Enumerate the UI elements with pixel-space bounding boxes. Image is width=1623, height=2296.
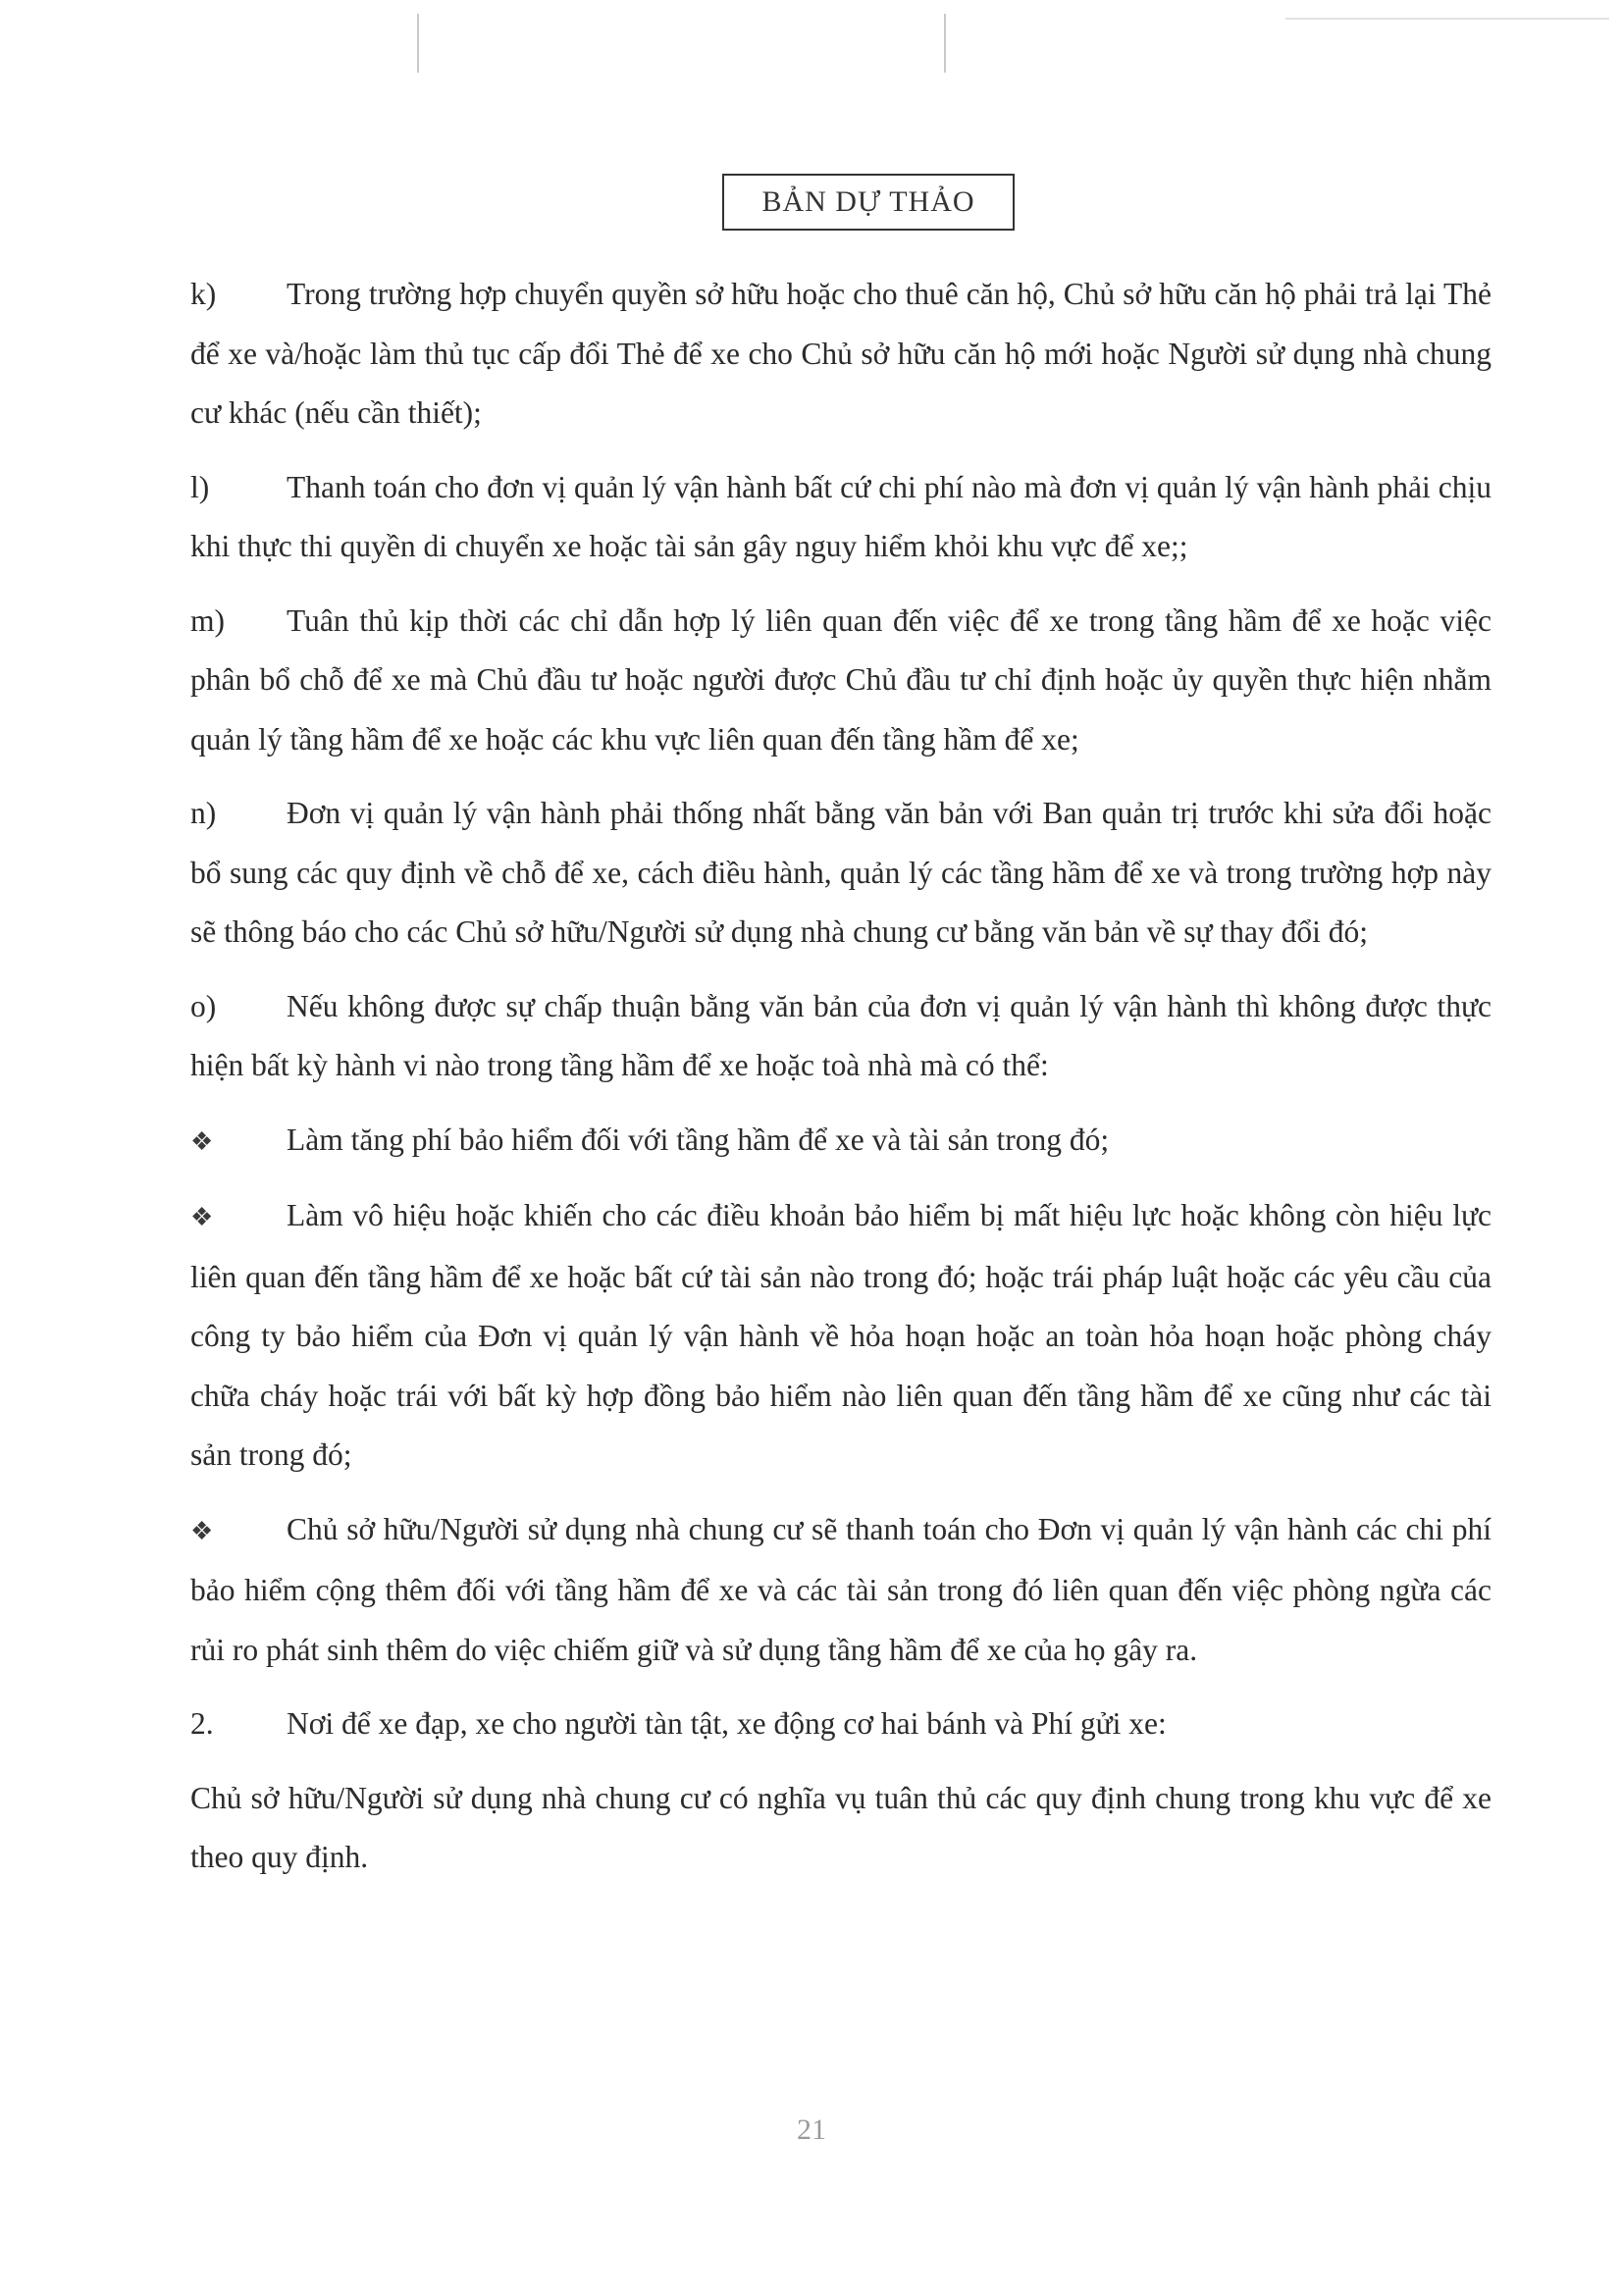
clause-text: Nếu không được sự chấp thuận bằng văn bản của đơn vị quản lý vận hành thì không được thực hiện bất kỳ hành vi nào trong tầng hầm để xe hoặc toà nhà mà có thể:: [190, 988, 1492, 1082]
section-heading-text: Nơi để xe đạp, xe cho người tàn tật, xe động cơ hai bánh và Phí gửi xe:: [287, 1706, 1167, 1741]
clause-label: k): [190, 277, 217, 311]
bullet-text: Làm vô hiệu hoặc khiến cho các điều khoản bảo hiểm bị mất hiệu lực hoặc không còn hiệu lực liên quan đến tầng hầm để xe hoặc bất cứ tài sản nào trong đó; hoặc trái pháp luật hoặc các yêu cầu của công ty bảo hiểm của Đơn vị quản lý vận hành về hỏa hoạn hoặc an toàn hỏa hoạn hoặc phòng cháy chữa cháy hoặc trái với bất kỳ hợp đồng bảo hiểm nào liên quan đến tầng hầm để xe cũng như các tài sản trong đó;: [190, 1198, 1492, 1472]
section-body: Chủ sở hữu/Người sử dụng nhà chung cư có nghĩa vụ tuân thủ các quy định chung trong khu vực để xe theo quy định.: [190, 1780, 1492, 1874]
section-number: 2.: [190, 1706, 214, 1741]
clause-label: m): [190, 602, 225, 638]
clause-label: n): [190, 796, 217, 830]
bullet-item: [190, 1186, 1492, 1486]
page-number: 21: [797, 2113, 826, 2146]
clause-text: Tuân thủ kịp thời các chỉ dẫn hợp lý liên quan đến việc để xe trong tầng hầm để xe hoặc việc phân bổ chỗ để xe mà Chủ đầu tư hoặc người được Chủ đầu tư chỉ định hoặc ủy quyền thực hiện nhằm quản lý tầng hầm để xe hoặc các khu vực liên quan đến tầng hầm để xe;: [190, 602, 1492, 757]
clause-l: [190, 458, 1492, 577]
document-body: [190, 265, 1492, 1903]
draft-label: BẢN DỰ THẢO: [761, 185, 975, 218]
diamond-bullet-icon: ❖: [190, 1516, 214, 1545]
section-heading: [190, 1695, 1492, 1754]
bullet-text: Chủ sở hữu/Người sử dụng nhà chung cư sẽ thanh toán cho Đơn vị quản lý vận hành các chi phí bảo hiểm cộng thêm đối với tầng hầm để xe và các tài sản trong đó liên quan đến việc phòng ngừa các rủi ro phát sinh thêm do việc chiếm giữ và sử dụng tầng hầm để xe của họ gây ra.: [190, 1511, 1492, 1667]
clause-text: Thanh toán cho đơn vị quản lý vận hành bất cứ chi phí nào mà đơn vị quản lý vận hành phải chịu khi thực thi quyền di chuyển xe hoặc tài sản gây nguy hiểm khỏi khu vực để xe;;: [190, 469, 1492, 563]
clause-k: [190, 265, 1492, 444]
clause-n: [190, 784, 1492, 963]
clause-o: [190, 977, 1492, 1096]
scan-artifact: [1285, 18, 1609, 20]
clause-m: [190, 592, 1492, 770]
clause-text: Trong trường hợp chuyển quyền sở hữu hoặc cho thuê căn hộ, Chủ sở hữu căn hộ phải trả lại Thẻ để xe và/hoặc làm thủ tục cấp đổi Thẻ để xe cho Chủ sở hữu căn hộ mới hoặc Người sử dụng nhà chung cư khác (nếu cần thiết);: [190, 277, 1492, 430]
diamond-bullet-icon: ❖: [190, 1203, 214, 1231]
clause-label: o): [190, 988, 217, 1023]
bullet-text: Làm tăng phí bảo hiểm đối với tầng hầm để xe và tài sản trong đó;: [287, 1122, 1110, 1157]
clause-label: l): [190, 469, 210, 504]
scan-artifact: [417, 14, 419, 73]
bullet-item: [190, 1111, 1492, 1173]
scan-artifact: [944, 14, 946, 73]
draft-stamp: [722, 174, 1015, 231]
bullet-item: [190, 1500, 1492, 1681]
clause-text: Đơn vị quản lý vận hành phải thống nhất bằng văn bản với Ban quản trị trước khi sửa đổi hoặc bổ sung các quy định về chỗ để xe, cách điều hành, quản lý các tầng hầm để xe và trong trường hợp này sẽ thông báo cho các Chủ sở hữu/Người sử dụng nhà chung cư bằng văn bản về sự thay đổi đó;: [190, 796, 1492, 949]
diamond-bullet-icon: ❖: [190, 1126, 214, 1156]
